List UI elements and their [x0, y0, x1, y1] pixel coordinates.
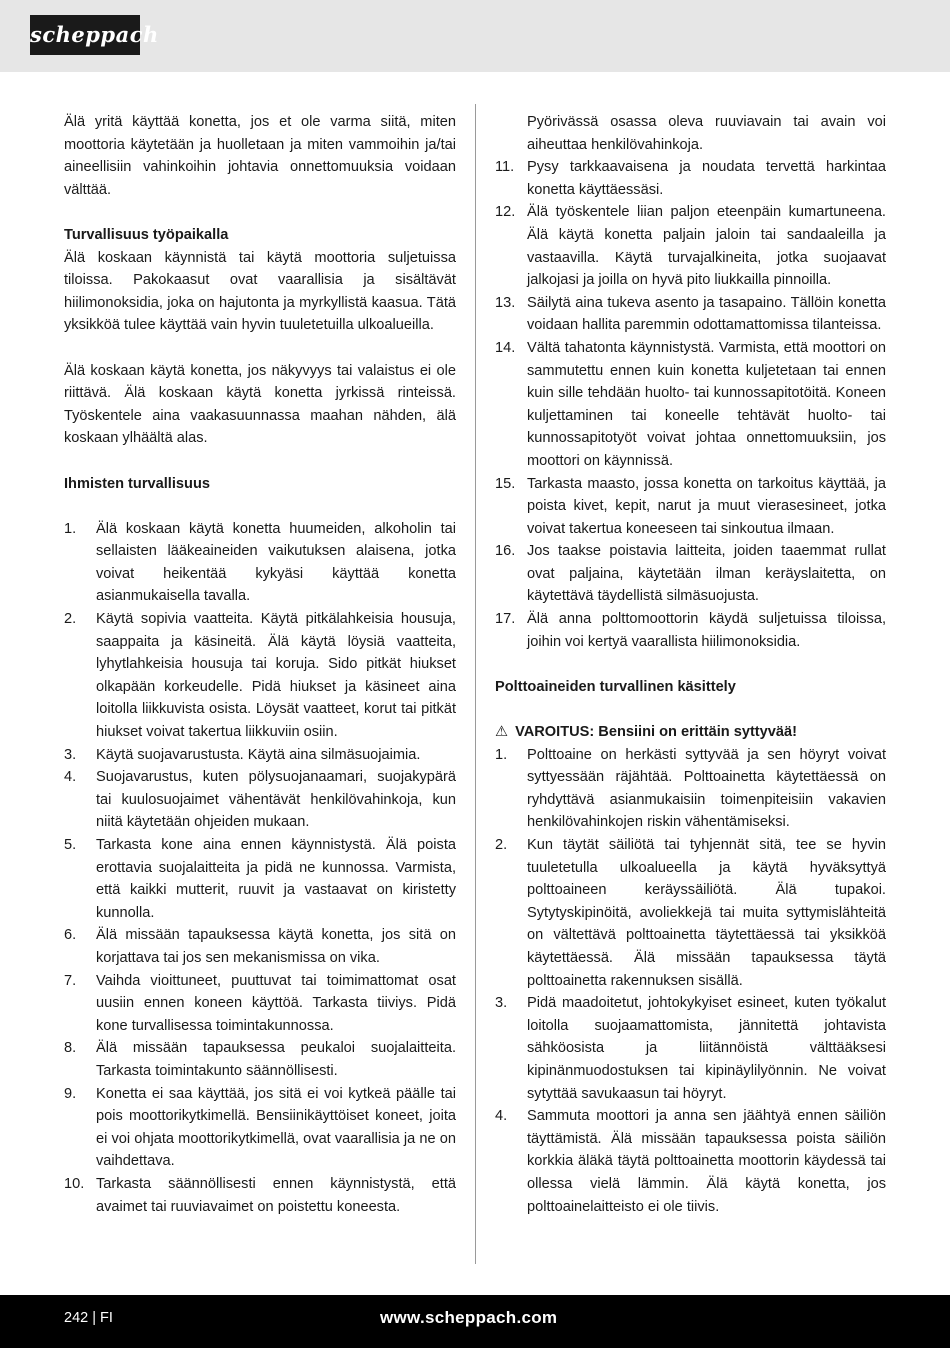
item-number: 6. — [64, 927, 77, 944]
workplace-paragraph-1: Älä koskaan käynnistä tai käytä moottoria suljetuissa tiloissa. Pakokaasut ovat vaarallisia ja sisältävät hiilimonoksidia, joka on hajutonta ja myrkyllistä kaasua. Tätä yksikköä tulee käyttää vain hyvin tuuletetuilla ulkoalueilla. — [64, 249, 456, 334]
column-divider — [475, 104, 476, 1264]
item-text: Tarkasta säännöllisesti ennen käynnistystä, että avaimet tai ruuviavaimet on poistettu koneesta. — [96, 1175, 456, 1215]
item-number: 3. — [495, 995, 508, 1012]
list-item-continuation: Pyörivässä osassa oleva ruuviavain tai avain voi aiheuttaa henkilövahinkoja. — [527, 114, 886, 153]
list-item — [495, 608, 886, 653]
list-item — [64, 744, 456, 767]
item-text: Älä koskaan käytä konetta huumeiden, alkoholin tai sellaisten lääkeaineiden vaikutuksen alaisena, jotka voivat heikentää kykyäsi käyttää konetta asianmukaisella tavalla. — [96, 520, 456, 605]
people-safety-list-continued — [495, 156, 886, 653]
item-number: 13. — [495, 294, 516, 311]
list-item — [64, 1083, 456, 1173]
warning-line — [495, 721, 886, 744]
item-text: Pidä maadoitetut, johtokykyiset esineet, kuten työkalut loitolla suojaamattomista, jännitettä johtavista sähköosista ja liitännöistä välttääksesi kipinänmuodostuksen tai kipinäylilyönnin. Ne voivat sytyttää savukaasun tai höyryt. — [527, 995, 886, 1102]
list-item — [495, 473, 886, 541]
list-item — [64, 1173, 456, 1218]
item-text: Älä anna polttomoottorin käydä suljetuissa tiloissa, joihin voi kertyä vaarallista hiilimonoksidia. — [527, 611, 886, 650]
list-item — [495, 992, 886, 1105]
list-item — [495, 744, 886, 834]
item-number: 1. — [495, 746, 508, 763]
list-item — [495, 834, 886, 992]
list-item — [495, 201, 886, 291]
item-text: Älä missään tapauksessa peukaloi suojalaitteita. Tarkasta toimintakunto säännöllisesti. — [96, 1040, 456, 1079]
item-number: 14. — [495, 339, 516, 356]
item-number: 3. — [64, 746, 77, 763]
item-number: 7. — [64, 972, 77, 989]
right-column — [495, 111, 886, 1218]
list-item — [64, 518, 456, 608]
intro-paragraph: Älä yritä käyttää konetta, jos et ole varma siitä, miten moottoria käytetään ja huolletaan ja miten vammoihin ja/tai aineellisiin vahinkoihin johtavia onnettomuuksia voidaan välttää. — [64, 114, 456, 198]
item-text: Kun täytät säiliötä tai tyhjennät sitä, tee se hyvin tuuletetulla ulkoalueella ja käytä hyväksyttyä polttoaineen keräyssäiliötä. Älä tupakoi. Sytytyskipinöitä, avoliekkejä tai muita syttymislähteitä on vältettävä polttoainetta täytettäessä tai yksikköä käytettäessä. Älä missään tapauksessa täytä polttoainetta rakennuksen sisällä. — [527, 837, 886, 989]
page-number: 242 | FI — [64, 1310, 113, 1326]
item-number: 15. — [495, 475, 516, 492]
warning-text: VAROITUS: Bensiini on erittäin syttyvää! — [515, 724, 797, 741]
item-text: Konetta ei saa käyttää, jos sitä ei voi kytkeä päälle tai pois moottorikytkimellä. Bensiinikäyttöiset koneet, joita ei voi ohjata moottorikytkimellä, ovat vaarallisia ja ne on vaihdettava. — [96, 1085, 456, 1170]
list-item — [64, 924, 456, 969]
item-number: 1. — [64, 520, 77, 537]
item-text: Vaihda vioittuneet, puuttuvat tai toimimattomat osat uusiin ennen koneen käyttöä. Tarkasta tiiviys. Pidä kone turvallisessa toimintakunnossa. — [96, 972, 456, 1034]
website-link[interactable]: www.scheppach.com — [380, 1308, 558, 1327]
item-number: 8. — [64, 1040, 77, 1057]
list-item — [64, 608, 456, 744]
item-text: Polttoaine on herkästi syttyvää ja sen höyryt voivat syttyessään räjähtää. Polttoainetta käytettäessä on ryhdyttävä asianmukaisiin toimenpiteisiin vakavien henkilövahinkojen riskin vähentämiseksi. — [527, 746, 886, 831]
item-text: Pysy tarkkaavaisena ja noudata tervettä harkintaa konetta käyttäessäsi. — [527, 159, 886, 198]
item-number: 17. — [495, 611, 516, 628]
item-text: Käytä sopivia vaatteita. Käytä pitkälahkeisia housuja, saappaita ja käsineitä. Älä käytä löysiä vaatteita, lyhytlahkeisia housuja tai koruja. Sido pitkät hiukset olkapään korkeudelle. Pidä hiukset ja käsineet aina loitolla liikkuvista osista. Löysät vaatteet, korut tai pitkät hiukset voivat takertua liikkuviin osiin. — [96, 611, 456, 741]
item-text: Säilytä aina tukeva asento ja tasapaino. Tällöin konetta voidaan hallita paremmin odottamattomissa tilanteissa. — [527, 294, 886, 334]
list-item — [64, 766, 456, 834]
people-safety-list — [64, 518, 456, 1218]
item-text: Älä missään tapauksessa käytä konetta, jos sitä on korjattava tai jos sen mekanismissa on vika. — [96, 927, 456, 966]
page-number-value: 242 — [64, 1310, 89, 1326]
item-number: 11. — [495, 159, 515, 176]
item-number: 5. — [64, 837, 77, 853]
item-text: Jos taakse poistavia laitteita, joiden taaemmat rullat ovat paljaina, käytetään ilman keräyslaitetta, on käytettävä täydellistä silmäsuojusta. — [527, 543, 886, 605]
list-item — [495, 292, 886, 337]
list-item — [64, 834, 456, 924]
language-code: FI — [100, 1310, 113, 1326]
item-text: Tarkasta maasto, jossa konetta on tarkoitus käyttää, ja poista kivet, kepit, narut ja muut vierasesineet, jotka voivat takertua koneeseen tai sinkoutua ilmaan. — [527, 475, 886, 537]
item-number: 4. — [64, 769, 77, 786]
item-number: 12. — [495, 204, 516, 221]
list-item — [495, 540, 886, 608]
list-item — [495, 337, 886, 473]
item-text: Käytä suojavarustusta. Käytä aina silmäsuojaimia. — [96, 746, 421, 763]
item-text: Tarkasta kone aina ennen käynnistystä. Älä poista erottavia suojalaitteita ja pidä ne kunnossa. Varmista, että kaikki mutterit, ruuvit ja vastaavat on kiristetty kunnolla. — [96, 837, 456, 921]
workplace-heading: Turvallisuus työpaikalla — [64, 226, 229, 243]
page-header — [0, 0, 950, 72]
item-number: 10. — [64, 1175, 85, 1192]
item-number: 2. — [495, 837, 508, 853]
list-item — [64, 970, 456, 1038]
item-text: Sammuta moottori ja anna sen jäähtyä ennen säiliön täyttämistä. Älä missään tapauksessa poista säiliön korkkia äläkä täytä polttoainetta moottorin käydessä tai ollessa vielä lämmin. Älä käytä konetta, jos polttoainelaitteisto ei ole tiivis. — [527, 1108, 886, 1215]
list-item — [495, 1105, 886, 1218]
fuel-heading: Polttoaineiden turvallinen käsittely — [495, 678, 736, 695]
item-number: 2. — [64, 611, 77, 628]
people-heading: Ihmisten turvallisuus — [64, 475, 210, 492]
workplace-paragraph-2: Älä koskaan käytä konetta, jos näkyvyys tai valaistus ei ole riittävä. Älä koskaan käytä konetta jyrkissä rinteissä. Työskentele aina vaakasuunnassa maahan nähden, älä koskaan ylhäältä alas. — [64, 362, 456, 447]
item-number: 16. — [495, 543, 516, 560]
item-text: Vältä tahatonta käynnistystä. Varmista, että moottori on sammutettu ennen kuin konetta kuljetetaan tai ennen kuin sille tehdään huolto- tai kunnossapitotöitä. Koneen kuljettaminen tai koneelle tehtävät huolto- tai kunnossapitotyöt voivat johtaa onnettomuuksiin, jos moottori on käynnissä. — [527, 339, 886, 469]
logo-text: scheppach — [30, 22, 159, 47]
item-number: 9. — [64, 1085, 77, 1102]
item-number: 4. — [495, 1108, 508, 1125]
item-text: Suojavarustus, kuten pölysuojanaamari, suojakypärä tai kuulosuojaimet vähentävät henkilövahinkoja, kun niitä käytetään ohjeiden mukaan. — [96, 769, 456, 831]
list-item — [64, 1037, 456, 1082]
left-column — [64, 111, 456, 1218]
page-footer — [0, 1295, 950, 1348]
list-item — [495, 156, 886, 201]
brand-logo — [30, 15, 159, 55]
fuel-safety-list — [495, 744, 886, 1218]
item-text: Älä työskentele liian paljon eteenpäin kumartuneena. Älä käytä konetta paljain jaloin tai sandaaleilla ja vastaavilla. Käytä turvajalkineita, jotka suojaavat jalkojasi ja joilla on hyvä pito liukkailla pinnoilla. — [527, 204, 886, 289]
warning-icon: ⚠ — [495, 724, 509, 741]
